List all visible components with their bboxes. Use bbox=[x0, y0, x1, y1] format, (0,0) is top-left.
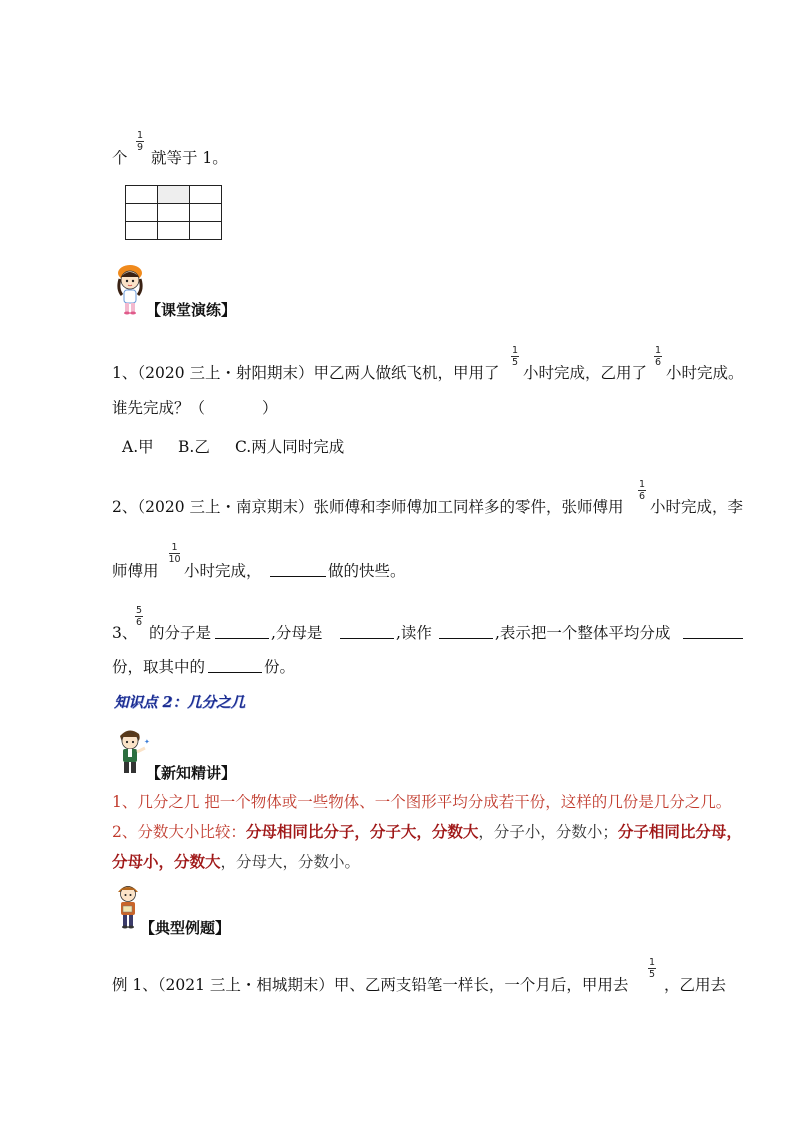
girl-reading-cartoon-icon bbox=[113, 880, 143, 930]
new-point-2-rule-b: 分子相同比分母， bbox=[617, 822, 742, 841]
grid-cell bbox=[190, 222, 222, 240]
q3-fraction: 5 6 bbox=[135, 605, 143, 628]
q3-blank-parts[interactable] bbox=[683, 623, 743, 643]
q3-number: 3、 bbox=[112, 624, 138, 642]
knowledge-point-title: 知识点 2：几分之几 bbox=[114, 694, 246, 711]
q3-text-divide: ,表示把一个整体平均分成 bbox=[495, 624, 671, 642]
q1-question-close: ） bbox=[262, 399, 278, 417]
q1-text-part2: 小时完成，乙用了 bbox=[523, 364, 648, 382]
q1-option-b: B.乙 bbox=[178, 438, 210, 456]
svg-text:✦: ✦ bbox=[144, 738, 150, 746]
q3-line2-part2: 份。 bbox=[264, 658, 296, 676]
q3-text-read: ,读作 bbox=[396, 624, 432, 642]
grid-cell bbox=[126, 204, 158, 222]
new-point-2-mid: ，分子小，分数小； bbox=[478, 823, 618, 841]
q2-line2-part1: 师傅用 bbox=[112, 562, 159, 580]
intro-prefix: 个 bbox=[112, 149, 128, 167]
grid-cell bbox=[158, 186, 190, 204]
grid-cell bbox=[190, 204, 222, 222]
girl-cartoon-icon bbox=[113, 263, 147, 315]
q2-answer-blank[interactable] bbox=[270, 561, 326, 581]
new-point-2-label: 2、分数大小比较： bbox=[112, 823, 246, 841]
q3-line2-part1: 份，取其中的 bbox=[112, 658, 206, 676]
intro-suffix: 就等于 1。 bbox=[151, 149, 228, 167]
q2-line2-part3: 做的快些。 bbox=[328, 562, 406, 580]
new-point-1: 1、几分之几 把一个物体或一些物体、一个图形平均分成若干份，这样的几份是几分之几。 bbox=[112, 793, 732, 811]
q2-text-part1: 2、（2020 三上・南京期末）张师傅和李师傅加工同样多的零件，张师傅用 bbox=[112, 498, 624, 516]
section-practice-title: 【课堂演练】 bbox=[146, 301, 237, 319]
grid-cell bbox=[126, 186, 158, 204]
q1-text-part1: 1、（2020 三上・射阳期末）甲乙两人做纸飞机，甲用了 bbox=[112, 364, 500, 382]
grid-cell bbox=[158, 222, 190, 240]
new-point-2-rule-a: 分母相同比分子，分子大，分数大 bbox=[245, 822, 479, 841]
q3-blank-take[interactable] bbox=[208, 657, 262, 677]
q1-option-c: C.两人同时完成 bbox=[235, 438, 345, 456]
example1-fraction: 1 5 bbox=[648, 957, 656, 980]
section-new-title: 【新知精讲】 bbox=[146, 764, 237, 782]
q3-text-numerator: 的分子是 bbox=[149, 624, 212, 642]
q1-fraction-1: 1 5 bbox=[511, 345, 519, 368]
intro-fraction: 1 9 bbox=[136, 130, 144, 153]
section-example-title: 【典型例题】 bbox=[140, 919, 231, 937]
nine-part-grid bbox=[125, 185, 222, 240]
q1-text-part3: 小时完成。 bbox=[666, 364, 744, 382]
grid-cell bbox=[126, 222, 158, 240]
q2-text-part2: 小时完成，李 bbox=[650, 498, 744, 516]
example1-text-part1: 例 1、（2021 三上・相城期末）甲、乙两支铅笔一样长，一个月后，甲用去 bbox=[112, 976, 629, 994]
q1-option-a: A.甲 bbox=[122, 438, 154, 456]
grid-cell bbox=[190, 186, 222, 204]
new-point-2-line2 bbox=[112, 852, 360, 872]
q2-fraction-2: 1 10 bbox=[168, 542, 181, 565]
q3-blank-read[interactable] bbox=[439, 623, 493, 643]
example1-text-part2: ，乙用去 bbox=[664, 976, 727, 994]
q2-line2-part2: 小时完成， bbox=[184, 562, 262, 580]
grid-cell bbox=[158, 204, 190, 222]
q1-question: 谁先完成？（ bbox=[112, 399, 206, 417]
q1-fraction-2: 1 6 bbox=[654, 345, 662, 368]
q3-blank-numerator[interactable] bbox=[215, 623, 269, 643]
new-point-2-rule-c: 分母小，分数大 bbox=[112, 852, 221, 871]
new-point-2-end: ，分母大，分数小。 bbox=[220, 853, 361, 871]
q2-fraction-1: 1 6 bbox=[638, 479, 646, 502]
q3-text-denominator: ,分母是 bbox=[271, 624, 323, 642]
q3-blank-denominator[interactable] bbox=[340, 623, 394, 643]
new-point-2-line1 bbox=[112, 822, 742, 842]
